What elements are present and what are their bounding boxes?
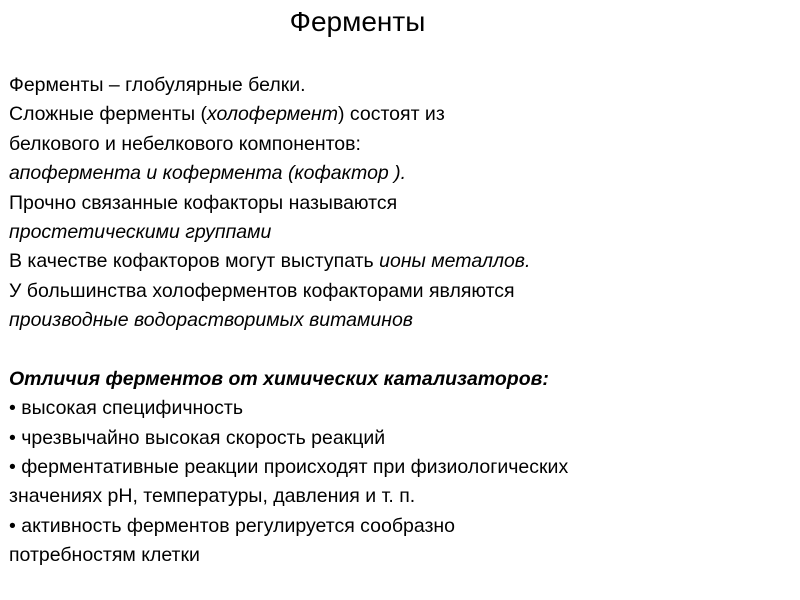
term-apoenzyme-coenzyme: апофермента и кофермента (кофактор ). bbox=[9, 162, 407, 185]
slide-body bbox=[9, 71, 794, 571]
term-prosthetic-groups: простетическими группами bbox=[9, 220, 272, 243]
text-fragment: В качестве кофакторов могут выступать bbox=[9, 250, 380, 273]
text-fragment: Сложные ферменты ( bbox=[9, 103, 208, 126]
bullet-item-reaction-speed: • чрезвычайно высокая скорость реакций bbox=[9, 426, 386, 449]
text-line-holoenzymes-cofactors: У большинства холоферментов кофакторами являются bbox=[9, 279, 515, 302]
text-fragment: ) состоят из bbox=[337, 103, 445, 126]
spacer bbox=[9, 336, 794, 365]
text-line-components: белкового и небелкового компонентов: bbox=[9, 132, 361, 155]
section-heading-differences: Отличия ферментов от химических катализаторов: bbox=[9, 367, 549, 390]
slide-title: Ферменты bbox=[289, 6, 426, 37]
bullet-item-physiological-conditions-cont: значениях pH, температуры, давления и т. п. bbox=[9, 485, 416, 508]
text-line-complex-enzymes bbox=[9, 100, 794, 129]
term-metal-ions: ионы металлов. bbox=[379, 250, 531, 273]
bullet-item-regulation-cont: потребностям клетки bbox=[9, 544, 200, 567]
term-holoenzyme: холофермент bbox=[207, 103, 338, 126]
bullet-item-specificity: • высокая специфичность bbox=[9, 397, 243, 420]
bullet-item-physiological-conditions: • ферментативные реакции происходят при физиологических bbox=[9, 456, 569, 479]
bullet-item-regulation: • активность ферментов регулируется сообразно bbox=[9, 514, 456, 537]
text-line-globular-proteins: Ферменты – глобулярные белки. bbox=[9, 74, 306, 96]
term-water-soluble-vitamins: производные водорастворимых витаминов bbox=[9, 309, 413, 332]
text-line-metal-ions bbox=[9, 247, 794, 276]
text-line-tightly-bound-cofactors: Прочно связанные кофакторы называются bbox=[9, 191, 398, 214]
